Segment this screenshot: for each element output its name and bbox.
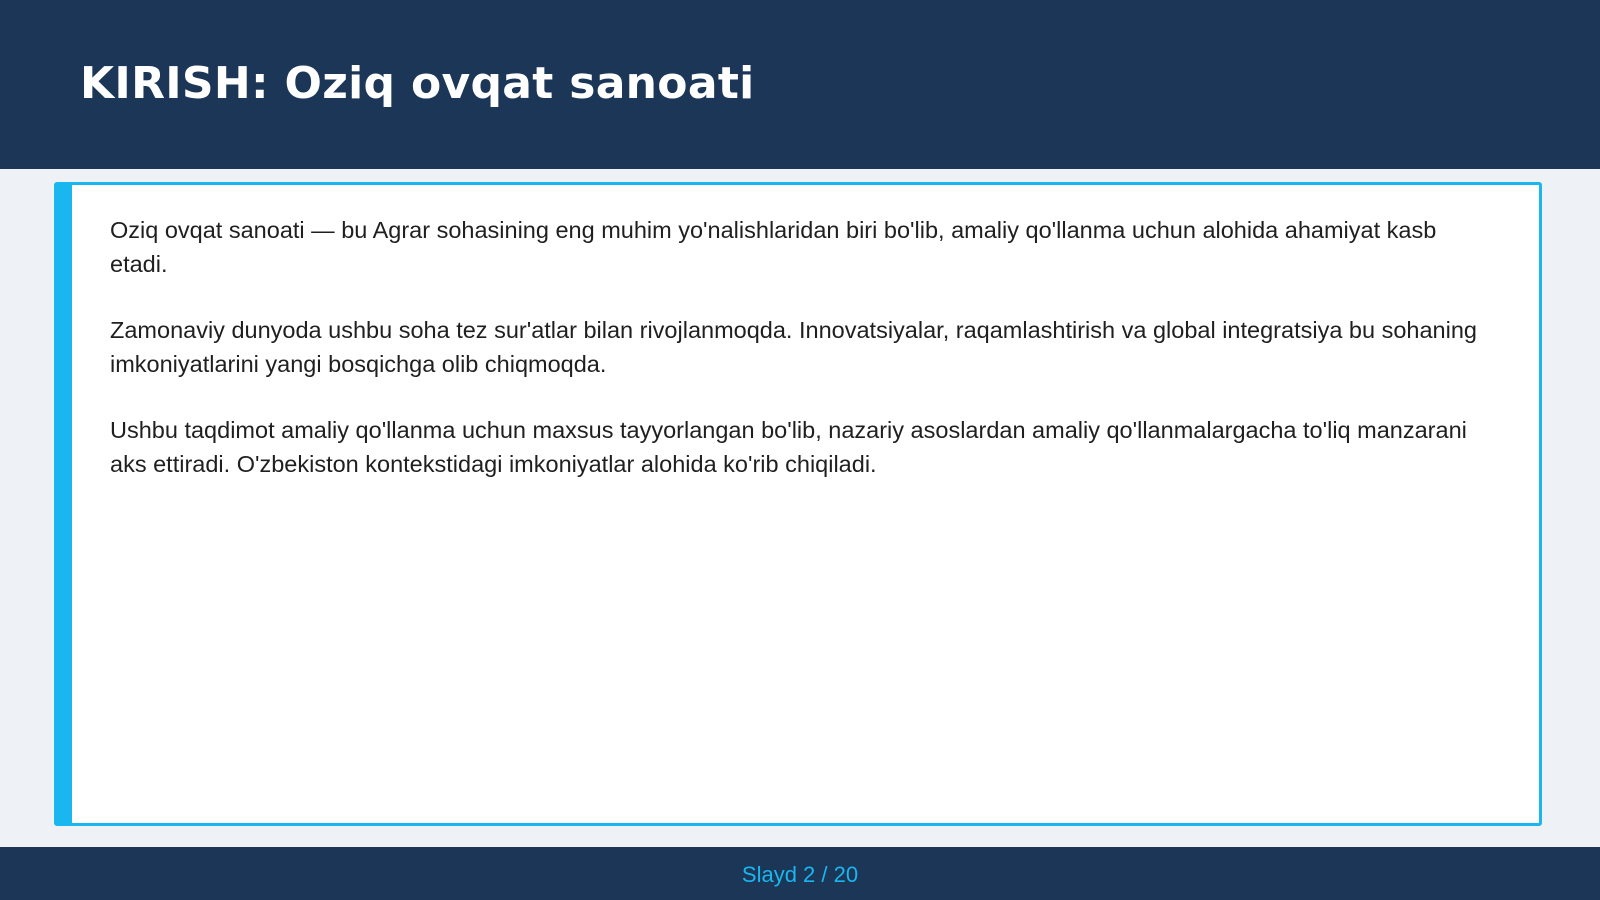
slide-header bbox=[0, 0, 1600, 169]
slide-counter: Slayd 2 / 20 bbox=[741, 862, 859, 887]
slide-title: KIRISH: Oziq ovqat sanoati bbox=[80, 58, 755, 109]
slide-footer bbox=[0, 847, 1600, 900]
content-text bbox=[110, 213, 1490, 513]
paragraph-modern-world: Zamonaviy dunyoda ushbu soha tez sur'atlar bilan rivojlanmoqda. Innovatsiyalar, raqamlashtirish va global integratsiya bu sohaning imkoniyatlarini yangi bosqichga olib chiqmoqda. bbox=[110, 317, 1477, 377]
content-card bbox=[54, 182, 1542, 826]
paragraph-presentation-purpose: Ushbu taqdimot amaliy qo'llanma uchun maxsus tayyorlangan bo'lib, nazariy asoslardan amaliy qo'llanmalargacha to'liq manzarani aks ettiradi. O'zbekiston kontekstidagi imkoniyatlar alohida ko'rib chiqiladi. bbox=[110, 417, 1467, 477]
paragraph-intro: Oziq ovqat sanoati — bu Agrar sohasining eng muhim yo'nalishlaridan biri bo'lib, amaliy qo'llanma uchun alohida ahamiyat kasb etadi. bbox=[110, 217, 1437, 277]
